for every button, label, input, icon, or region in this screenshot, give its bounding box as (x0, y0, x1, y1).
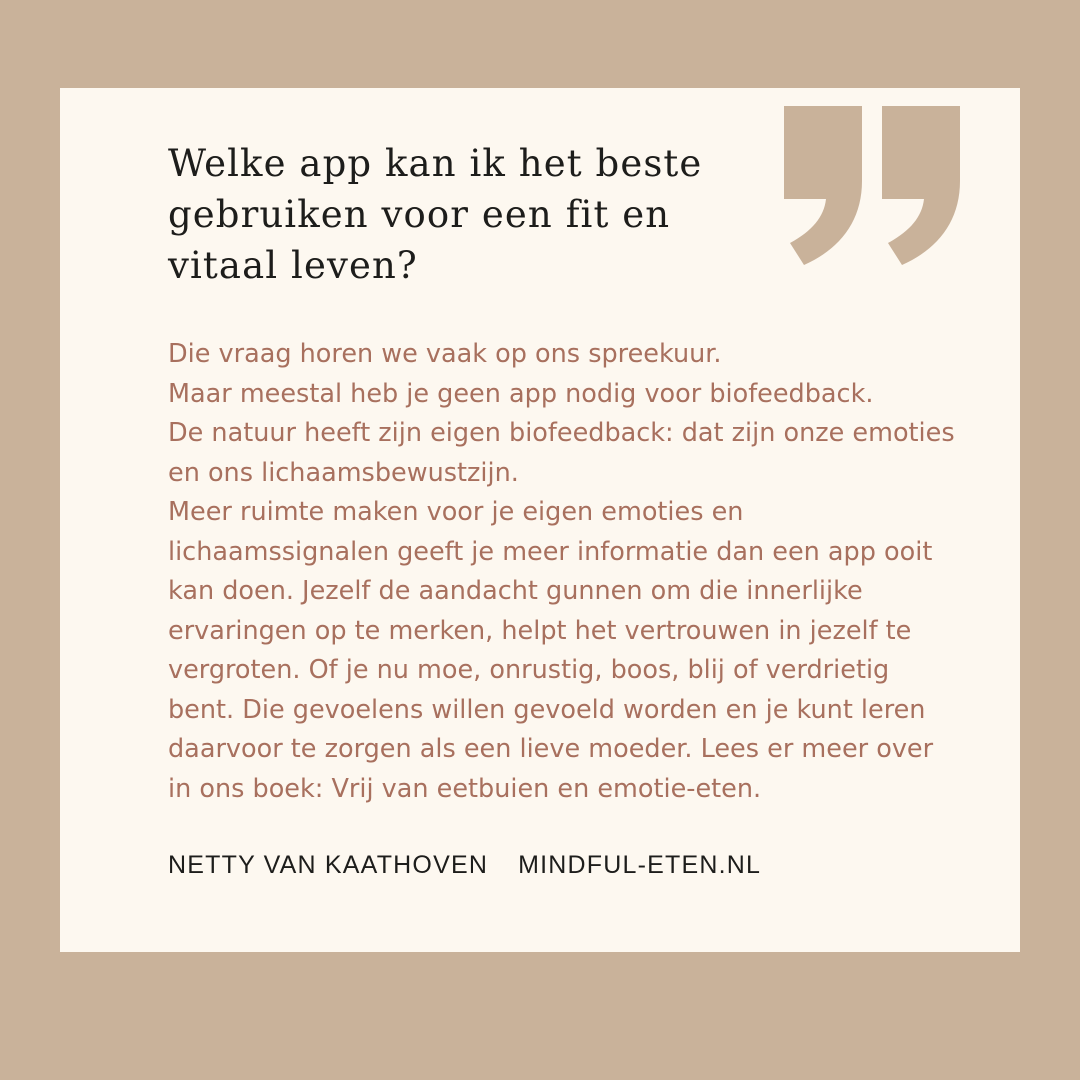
page-title: Welke app kan ik het beste gebruiken voor een fit en vitaal leven? (168, 142, 703, 287)
website-label[interactable]: MINDFUL-ETEN.NL (518, 851, 762, 879)
card-content (168, 138, 960, 880)
quote-card (60, 88, 1020, 952)
body-line: De natuur heeft zijn eigen biofeedback: dat zijn onze emoties en ons lichaamsbewustzijn. (168, 418, 955, 488)
body-text (168, 335, 958, 809)
body-line: Maar meestal heb je geen app nodig voor biofeedback. (168, 378, 874, 409)
body-line: Meer ruimte maken voor je eigen emoties en lichaamssignalen geeft je meer informatie dan een app ooit kan doen. Jezelf de aandacht gunnen om die innerlijke ervaringen op te merken, helpt het vertrouwen in jezelf te vergroten. Of je nu moe, onrustig, boos, blij of verdrietig bent. Die gevoelens willen gevoeld worden en je kunt leren daarvoor te zorgen als een lieve moeder. Lees er meer over in ons boek: Vrij van eetbuien en emotie-eten. (168, 497, 934, 804)
credits (168, 851, 960, 880)
author-name: NETTY VAN KAATHOVEN (168, 851, 489, 879)
body-line: Die vraag horen we vaak op ons spreekuur. (168, 339, 722, 369)
